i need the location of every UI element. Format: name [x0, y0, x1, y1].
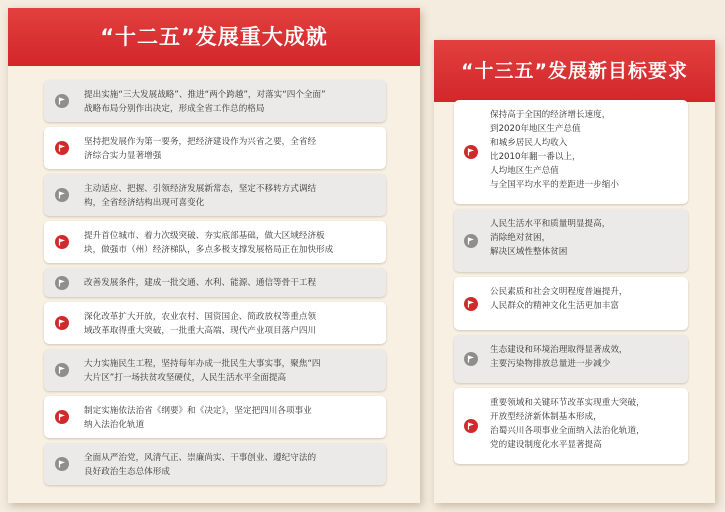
achievement-item-text: 全面从严治党，风清气正、崇廉尚实、干事创业、遵纪守法的 良好政治生态总体形成: [84, 453, 317, 477]
achievement-item: [44, 268, 386, 297]
achievement-item: [44, 302, 386, 344]
achievements-list: [44, 80, 386, 490]
flag-icon: [55, 316, 69, 330]
flag-icon: [55, 410, 69, 424]
flag-icon: [55, 235, 69, 249]
goal-item: [454, 388, 688, 464]
goal-item: [454, 100, 688, 204]
achievement-item-text: 提出实施“三大发展战略”、推进“两个跨越”，对落实“四个全面” 战略布局分别作出决定，形成全省工作总的格局: [84, 90, 326, 114]
achievement-item: [44, 127, 386, 169]
flag-icon: [55, 141, 69, 155]
flag-icon: [55, 94, 69, 108]
goals-list: [454, 100, 688, 469]
goal-item: [454, 209, 688, 272]
achievements-title: “十二五”发展重大成就: [8, 8, 420, 66]
goal-item-text: 重要领域和关键环节改革实现重大突破， 开放型经济新体制基本形成， 治蜀兴川各项事业全面纳入法治化轨道， 党的建设制度化水平显著提高: [490, 398, 645, 450]
achievement-item: [44, 80, 386, 122]
achievement-item: [44, 174, 386, 216]
flag-icon: [464, 419, 478, 433]
achievement-item-text: 改善发展条件，建成一批交通、水利、能源、通信等骨干工程: [84, 278, 317, 288]
achievement-item-text: 制定实施依法治省《纲要》和《决定》，坚定把四川各项事业 纳入法治化轨道: [84, 406, 312, 430]
flag-icon: [464, 145, 478, 159]
goals-panel: [434, 40, 715, 503]
flag-icon: [464, 297, 478, 311]
achievement-item-text: 坚持把发展作为第一要务，把经济建设作为兴省之要，全省经 济综合实力显著增强: [84, 137, 317, 161]
achievement-item: [44, 396, 386, 438]
achievement-item-text: 深化改革扩大开放，农业农村、国资国企、简政放权等重点领 域改革取得重大突破，一批重大高端、现代产业项目落户四川: [84, 312, 317, 336]
goal-item-text: 保持高于全国的经济增长速度， 到2020年地区生产总值 和城乡居民人均收入 比2010年翻一番以上， 人均地区生产总值 与全国平均水平的差距进一步缩小: [490, 110, 619, 190]
achievements-panel: [8, 8, 420, 503]
goal-item-text: 人民生活水平和质量明显提高， 消除绝对贫困， 解决区域性整体贫困: [490, 219, 611, 257]
achievement-item: [44, 349, 386, 391]
achievement-item-text: 主动适应、把握、引领经济发展新常态，坚定不移转方式调结 构，全省经济结构出现可喜变化: [84, 184, 317, 208]
achievement-item-text: 大力实施民生工程，坚持每年办成一批民生大事实事，聚焦“四 大片区”打一场扶贫攻坚硬仗，人民生活水平全面提高: [84, 359, 321, 383]
flag-icon: [55, 188, 69, 202]
achievement-item: [44, 443, 386, 485]
goals-title: “十三五”发展新目标要求: [434, 40, 715, 102]
goal-item: [454, 277, 688, 330]
flag-icon: [464, 352, 478, 366]
goal-item-text: 公民素质和社会文明程度普遍提升， 人民群众的精神文化生活更加丰富: [490, 287, 628, 311]
flag-icon: [464, 234, 478, 248]
achievement-item: [44, 221, 386, 263]
achievement-item-text: 提升首位城市、着力次级突破、夯实底部基础，做大区域经济板 块，做强市（州）经济梯队，多点多极支撑发展格局正在加快形成: [84, 231, 334, 255]
flag-icon: [55, 457, 69, 471]
flag-icon: [55, 363, 69, 377]
flag-icon: [55, 276, 69, 290]
goal-item-text: 生态建设和环境治理取得显著成效， 主要污染物排放总量进一步减少: [490, 345, 628, 369]
goal-item: [454, 335, 688, 383]
